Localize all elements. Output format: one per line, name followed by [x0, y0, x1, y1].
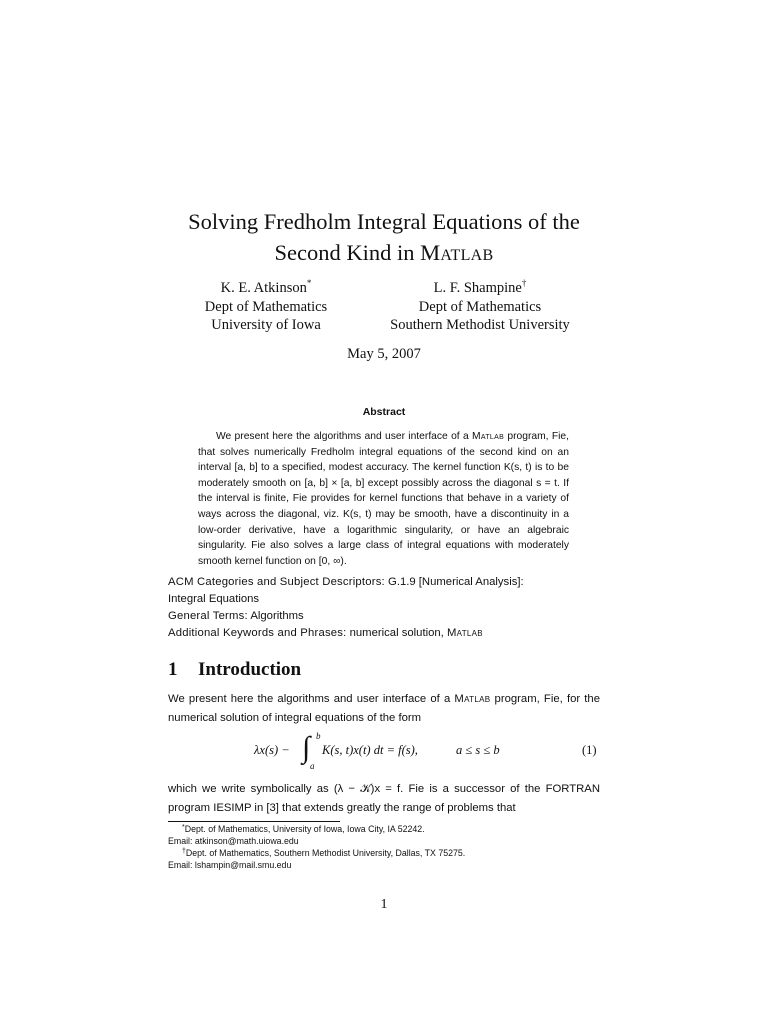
abstract-matlab: Matlab [472, 431, 505, 442]
acm-value: G.1.9 [Numerical Analysis]: [384, 576, 524, 588]
equation-number: (1) [582, 743, 597, 757]
footnote-mark: * [182, 824, 185, 831]
footnote-1 [168, 823, 608, 835]
abstract-text-a: We present here the algorithms and user interface of a [216, 431, 472, 442]
additional-matlab: Matlab [446, 627, 483, 639]
author-university: Southern Methodist University [390, 317, 570, 333]
terms-value: Algorithms [247, 610, 304, 622]
title-line-1: Solving Fredholm Integral Equations of the [188, 209, 580, 234]
footnote-2-email: Email: lshampin@mail.smu.edu [168, 860, 292, 870]
abstract-heading: Abstract [362, 406, 406, 418]
integral-sign: ∫ [302, 731, 311, 764]
equation-lhs: λx(s) − [254, 743, 290, 757]
author-dept: Dept of Mathematics [418, 298, 542, 315]
additional-value: numerical solution, [346, 627, 447, 639]
acm-categories [168, 574, 608, 591]
section-title: Introduction [198, 659, 302, 680]
acm-categories-cont: Integral Equations [168, 593, 260, 605]
abstract-text-b: program, Fie, that solves numerically Fredholm integral equations of the second kind on an interval [a, b] to a specified, modest accuracy. The kernel function K(s, t) is to be moderately smooth on [a, b] × [a, b] except possibly across the diagonal s = t. If the interval is finite, Fie provides for kernel functions that behave in a variety of ways across the diagonal, viz. K(s, t) may be smooth, have a discontinuity in a low-order derivative, have a logarithmic singularity, or have an algebraic singularity. Fie also solves a large class of integral equations with moderately smooth kernel function on [0, ∞). [198, 431, 570, 567]
section-heading [168, 659, 608, 681]
author-shampine [355, 279, 605, 335]
additional-keywords [168, 625, 608, 642]
title-line-2-prefix: Second Kind in [274, 240, 421, 265]
terms-label: General Terms: [168, 610, 248, 622]
acm-label: ACM Categories and Subject Descriptors: [168, 576, 385, 588]
abstract-body [198, 429, 569, 569]
author-name-text: L. F. Shampine [433, 280, 522, 296]
footnote-1-email: Email: atkinson@math.uiowa.edu [168, 836, 299, 846]
author-name [166, 279, 366, 298]
author-university: University of Iowa [211, 317, 321, 333]
integral-upper-limit: b [316, 731, 321, 741]
general-terms [168, 608, 608, 625]
paper-title [0, 206, 768, 268]
footnote-rule [168, 821, 340, 822]
intro-paragraph-1 [168, 690, 600, 727]
intro-text-a: We present here the algorithms and user interface of a [168, 693, 455, 705]
title-line-2 [0, 237, 768, 268]
footnote-text: Dept. of Mathematics, University of Iowa, Iowa City, IA 52242. [184, 824, 425, 834]
equation-1 [240, 731, 530, 775]
integral-lower-limit: a [310, 761, 315, 771]
author-dept: Dept of Mathematics [204, 298, 328, 315]
footnotes [168, 823, 608, 871]
author-name [355, 279, 605, 298]
intro-text-b: program, Fie, for the numerical solution of integral equations of the form [168, 693, 600, 724]
section-number: 1 [168, 659, 178, 680]
paper-date: May 5, 2007 [347, 346, 421, 362]
author-name-text: K. E. Atkinson [220, 280, 307, 296]
equation-rhs: K(s, t)x(t) dt = f(s), [322, 743, 418, 757]
author-atkinson [166, 279, 366, 335]
footnote-text: Dept. of Mathematics, Southern Methodist University, Dallas, TX 75275. [185, 848, 466, 858]
equation-condition: a ≤ s ≤ b [456, 743, 500, 757]
author-footnote-mark: * [306, 278, 312, 288]
intro-paragraph-2: which we write symbolically as (λ − 𝒦)x = f. Fie is a successor of the FORTRAN program IESIMP in [3] that extends greatly the range of problems that [168, 783, 600, 814]
title-matlab: Matlab [420, 240, 494, 265]
additional-label: Additional Keywords and Phrases: [168, 627, 347, 639]
footnote-2 [168, 847, 608, 859]
author-footnote-mark: † [521, 278, 527, 288]
footnote-mark: † [182, 848, 186, 855]
page-number: 1 [380, 897, 388, 912]
intro-matlab: Matlab [454, 693, 491, 705]
